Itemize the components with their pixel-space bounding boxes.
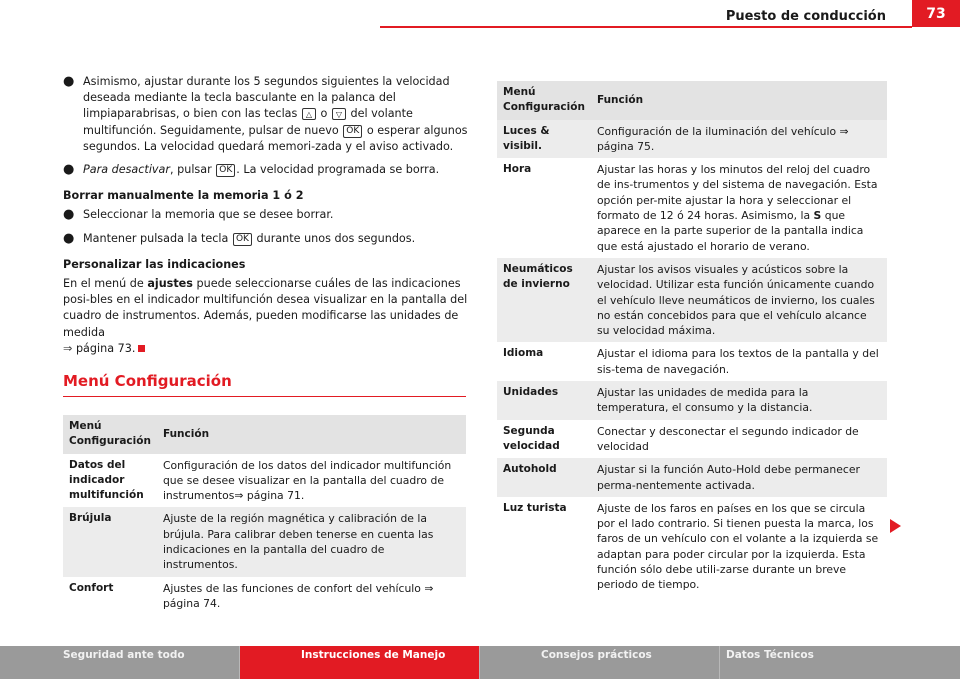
bullet-item: ● Asimismo, ajustar durante los 5 segundos siguientes la velocidad deseada mediante la tecla basculante en la palanca del limpiaparabrisas, o bien con las teclas △ o ▽ del volante multifunción. Seguidamente, pulsar de nuevo OK o esperar algunos segundos. La velocidad quedará memori-zada y el aviso activado. [63,74,468,155]
ok-key-icon: OK [233,233,252,246]
table-row: Hora Ajustar las horas y los minutos del reloj del cuadro de ins-trumentos y del sistema de navegación. Esta opción per-mite ajustar la hora y seleccionar el formato de 12 ó 24 horas. Asimismo, la S que aparece en la parte superior de la pantalla indica que está ajustado el horario de verano. [503,163,878,253]
table-row: Luces & visibil. Configuración de la iluminación del vehículo ⇒ página 75. [497,120,887,159]
ok-key-icon: OK [343,125,362,138]
footer-nav [0,646,960,679]
up-key-icon: △ [302,108,316,120]
table-row: Luz turista Ajuste de los faros en países en los que se circula por el lado contrario. Si tienen puesta la marca, los faros de un vehículo con el volante a la izquierda se adaptan para poder circular por la izquierda. Esta función sólo debe utili-zarse durante un breve periodo de tiempo. [503,501,879,592]
down-key-icon: ▽ [332,108,346,120]
left-column-text [63,74,468,360]
table-row: Idioma Ajustar el idioma para los textos de la pantalla y del sis-tema de navegación. [503,347,879,376]
table-header-row [63,415,466,454]
next-page-arrow-icon[interactable] [890,519,901,533]
subheading: Borrar manualmente la memoria 1 ó 2 [63,189,304,203]
page-title: Puesto de conducción [725,9,886,24]
bullet-item: ● Seleccionar la memoria que se desee borrar. [63,207,334,223]
bullet-dot: ● [63,74,75,89]
table-row: Segunda velocidad Conectar y desconectar el segundo indicador de velocidad [503,424,859,453]
page-number: 73 [912,0,960,27]
table-row: Autohold Ajustar si la función Auto-Hold debe permanecer perma-nentemente activada. [497,458,887,497]
table-row: Confort Ajustes de las funciones de confort del vehículo ⇒ página 74. [69,581,434,610]
reference-arrow-icon: ⇒ [63,341,73,355]
subheading: Personalizar las indicaciones [63,257,246,271]
footer-tab-datos[interactable]: Datos Técnicos [726,649,814,661]
bullet-dot: ● [63,207,75,223]
section-title: Menú Configuración [63,372,466,397]
bullet-dot: ● [63,162,75,178]
table-row: Brújula Ajuste de la región magnética y calibración de la brújula. Para calibrar deben tenerse en cuenta las indicaciones en la pantalla del cuadro de instrumentos. [63,507,466,576]
bullet-item: ● Mantener pulsada la tecla OK durante unos dos segundos. [63,230,416,246]
column-header-menu: Menú Configuración [497,81,591,120]
header-rule [380,26,912,28]
footer-tab-instrucciones[interactable]: Instrucciones de Manejo [240,646,480,679]
config-table-left [63,415,466,615]
table-row: Neumáticos de invierno Ajustar los avisos visuales y acústicos sobre la velocidad. Utilizar esta función únicamente cuando el vehículo lleve neumáticos de invierno, los cuales no están concebidos para que el vehículo alcance su velocidad máxima. [497,258,887,342]
bullet-item: ● Para desactivar, pulsar OK . La velocidad programada se borra. [63,162,440,178]
column-header-function: Función [157,415,466,454]
page-reference-link[interactable]: página 73. [75,341,136,355]
end-of-section-icon [138,345,145,352]
column-header-function: Función [591,81,887,120]
bullet-dot: ● [63,230,75,246]
footer-tab-consejos[interactable]: Consejos prácticos [480,646,720,679]
config-table-right [497,81,887,597]
column-header-menu: Menú Configuración [63,415,157,454]
table-row: Unidades Ajustar las unidades de medida para la temperatura, el consumo y la distancia. [497,381,887,420]
paragraph: En el menú de ajustes puede seleccionarse cuáles de las indicaciones posi-bles en el indicador multifunción desea visualizar en la pantalla del cuadro de instrumentos. Además, pueden modificarse las unidades de medida ⇒ página 73. [63,277,468,355]
ok-key-icon: OK [216,164,235,177]
table-header-row [497,81,887,120]
footer-tab-seguridad[interactable]: Seguridad ante todo [0,646,240,679]
table-row: Datos del indicador multifunción Configuración de los datos del indicador multifunción que se desee visualizar en la pantalla del cuadro de instrumentos⇒ página 71. [69,458,452,503]
